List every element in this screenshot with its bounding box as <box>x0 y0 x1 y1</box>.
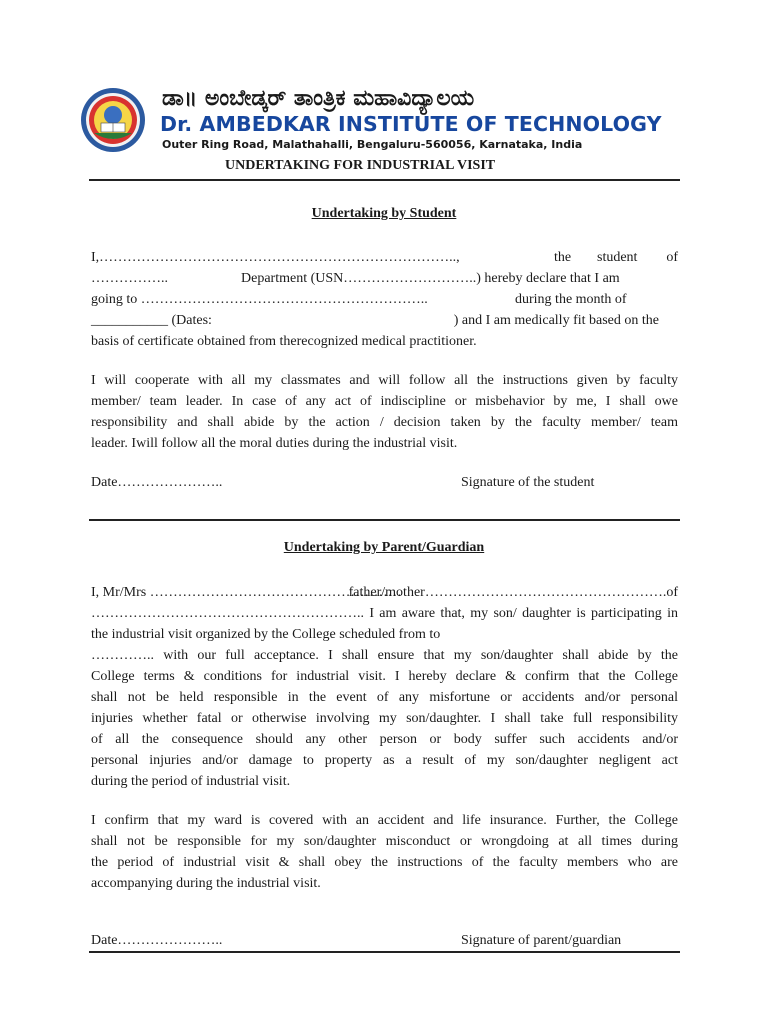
department-blank: …………….. <box>91 271 168 286</box>
header-divider <box>89 179 680 181</box>
institute-name-kannada: ಡಾ॥ ಅಂಬೇಡ್ಕರ್ ತಾಂತ್ರಿಕ ಮಹಾವಿದ್ಯಾಲಯ <box>162 86 475 111</box>
parent-para-line: of all the consequence should any other person or body suffer such accidents and/or <box>91 732 678 747</box>
institute-address: Outer Ring Road, Malathahalli, Bengaluru-560056, Karnataka, India <box>162 138 583 151</box>
parent-section-title: Undertaking by Parent/Guardian <box>283 540 485 555</box>
student-para-2-line: I will cooperate with all my classmates and will follow all the instructions given by faculty <box>91 373 678 388</box>
parent-para-line: College terms & conditions for industrial visit. I hereby declare & confirm that the College <box>91 669 678 684</box>
document-title: UNDERTAKING FOR INDUSTRIAL VISIT <box>225 158 496 173</box>
student-date-field: Date………………….. <box>91 475 223 490</box>
student-line-5: basis of certificate obtained from therecognized medical practitioner. <box>91 334 477 349</box>
parent-line-2: ………………………………………………….. I am aware that, my son/ daughter is participating in <box>91 606 678 621</box>
parent-para-line: during the period of industrial visit. <box>91 774 291 789</box>
parent-para-line: injuries whether fatal or otherwise involving my son/daughter. I shall take full responsibility <box>91 711 678 726</box>
institute-name: Dr. AMBEDKAR INSTITUTE OF TECHNOLOGY <box>160 112 662 136</box>
destination-blank: going to …………………………………………………….. <box>91 292 428 307</box>
institute-logo-icon <box>80 87 146 153</box>
text-fragment: student <box>597 250 638 265</box>
student-para-2-line: responsibility and shall abide by the action / decision taken by the faculty member/ team <box>91 415 678 430</box>
parent-para-line: shall not be held responsible in the event of any misfortune or accidents and/or personal <box>91 690 678 705</box>
student-section-title: Undertaking by Student <box>311 206 457 221</box>
text-fragment: of <box>666 250 678 265</box>
parent-name-blank: I, Mr/Mrs ……………………………………………… <box>91 585 402 600</box>
text-fragment: Department (USN………………………..) hereby declare that I am <box>241 271 620 286</box>
parent-date-field: Date………………….. <box>91 933 223 948</box>
parent-para-2-line: the period of industrial visit & shall obey the instructions of the faculty members who are <box>91 855 678 870</box>
text-fragment: ) and I am medically fit based on the <box>453 313 659 328</box>
parent-para-2-line: I confirm that my ward is covered with an accident and life insurance. Further, the College <box>91 813 678 828</box>
parent-para-line: ………….. with our full acceptance. I shall ensure that my son/daughter shall abide by the <box>91 648 678 663</box>
parent-line-3: the industrial visit organized by the College scheduled from to <box>91 627 441 642</box>
dates-blank: ___________ (Dates: <box>91 313 212 328</box>
letterhead <box>78 84 678 156</box>
footer-divider <box>89 951 680 953</box>
text-fragment: during the month of <box>515 292 627 307</box>
parent-signature-label: Signature of parent/guardian <box>461 933 622 948</box>
name-blank: I,………………………………………………………………….., <box>91 250 460 265</box>
student-para-2-line: leader. Iwill follow all the moral duties during the industrial visit. <box>91 436 458 451</box>
section-divider <box>89 519 680 521</box>
student-para-2-line: member/ team leader. In case of any act of indiscipline or misbehavior by me, I shall owe <box>91 394 678 409</box>
parent-para-2-line: shall not be responsible for my son/daughter misconduct or wrongdoing at all times during <box>91 834 678 849</box>
parent-para-line: personal injuries and/or damage to property as a result of my son/daughter negligent act <box>91 753 678 768</box>
parent-para-2-line: accompanying during the industrial visit. <box>91 876 321 891</box>
text-fragment: the <box>554 250 572 265</box>
text-fragment: father/mother…………………………………………….of <box>348 585 678 600</box>
student-signature-label: Signature of the student <box>461 475 595 490</box>
